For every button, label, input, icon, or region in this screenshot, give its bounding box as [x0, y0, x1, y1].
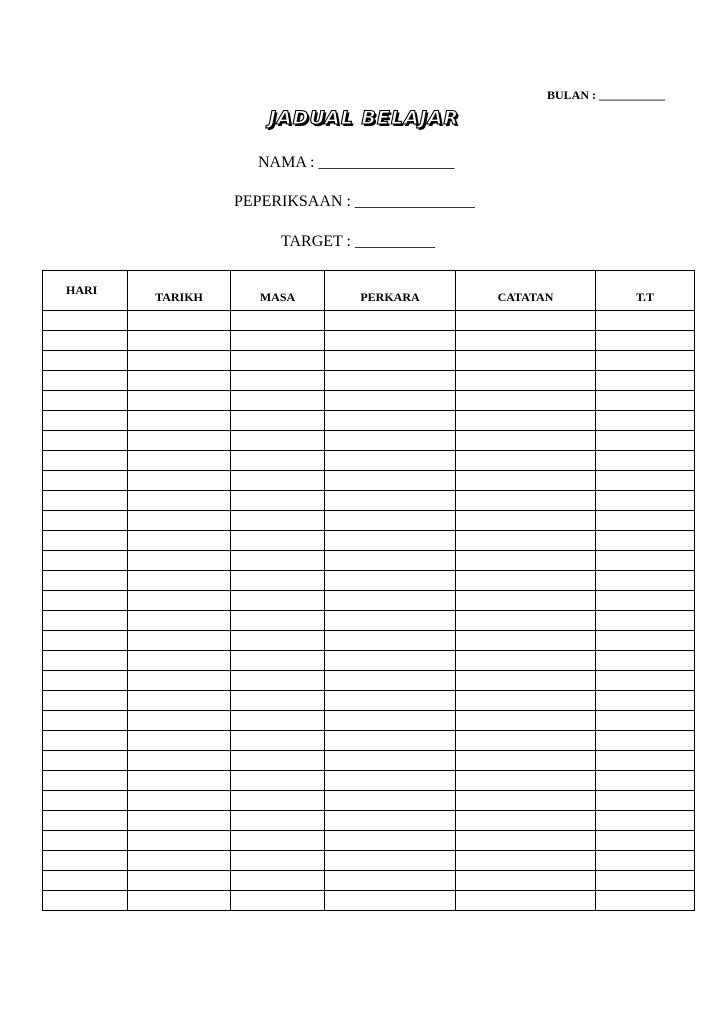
table-cell: [231, 831, 325, 851]
table-cell: [596, 371, 695, 391]
table-row: [43, 511, 695, 531]
table-cell: [231, 731, 325, 751]
table-cell: [231, 631, 325, 651]
table-row: [43, 851, 695, 871]
table-cell: [43, 811, 128, 831]
table-row: [43, 451, 695, 471]
table-cell: [325, 691, 456, 711]
table-cell: [128, 691, 231, 711]
table-cell: [596, 471, 695, 491]
table-cell: [325, 571, 456, 591]
table-cell: [43, 891, 128, 911]
table-cell: [231, 311, 325, 331]
table-cell: [325, 871, 456, 891]
table-cell: [596, 431, 695, 451]
table-cell: [596, 491, 695, 511]
table-cell: [231, 391, 325, 411]
table-cell: [596, 831, 695, 851]
table-row: [43, 671, 695, 691]
table-cell: [456, 751, 596, 771]
table-cell: [456, 891, 596, 911]
table-cell: [325, 371, 456, 391]
column-header-hari: HARI: [43, 271, 128, 311]
table-cell: [231, 711, 325, 731]
table-cell: [596, 731, 695, 751]
table-row: [43, 791, 695, 811]
table-cell: [231, 811, 325, 831]
table-cell: [596, 651, 695, 671]
table-cell: [128, 411, 231, 431]
table-cell: [231, 531, 325, 551]
table-cell: [596, 611, 695, 631]
table-cell: [325, 351, 456, 371]
table-cell: [325, 791, 456, 811]
table-cell: [128, 591, 231, 611]
table-row: [43, 471, 695, 491]
table-cell: [43, 571, 128, 591]
table-cell: [596, 511, 695, 531]
table-cell: [325, 591, 456, 611]
table-cell: [128, 391, 231, 411]
table-cell: [596, 391, 695, 411]
table-cell: [43, 771, 128, 791]
table-row: [43, 551, 695, 571]
table-cell: [231, 591, 325, 611]
table-row: [43, 731, 695, 751]
table-cell: [128, 491, 231, 511]
peperiksaan-field: PEPERIKSAAN : _______________: [234, 193, 475, 210]
table-cell: [456, 731, 596, 751]
table-body: [43, 311, 695, 911]
table-row: [43, 771, 695, 791]
table-row: [43, 531, 695, 551]
table-cell: [128, 611, 231, 631]
table-cell: [128, 891, 231, 911]
table-cell: [128, 731, 231, 751]
table-cell: [456, 571, 596, 591]
table-cell: [231, 691, 325, 711]
table-cell: [596, 711, 695, 731]
table-cell: [456, 311, 596, 331]
table-cell: [325, 551, 456, 571]
table-cell: [325, 451, 456, 471]
table-cell: [128, 651, 231, 671]
table-cell: [596, 691, 695, 711]
table-row: [43, 491, 695, 511]
table-cell: [43, 531, 128, 551]
table-cell: [325, 671, 456, 691]
table-cell: [231, 551, 325, 571]
table-cell: [128, 471, 231, 491]
table-cell: [128, 711, 231, 731]
table-cell: [456, 371, 596, 391]
table-row: [43, 591, 695, 611]
table-cell: [231, 431, 325, 451]
table-row: [43, 751, 695, 771]
table-cell: [325, 391, 456, 411]
table-cell: [128, 431, 231, 451]
table-cell: [43, 591, 128, 611]
table-cell: [456, 491, 596, 511]
table-row: [43, 651, 695, 671]
table-cell: [231, 331, 325, 351]
column-header-tarikh: TARIKH: [128, 271, 231, 311]
table-cell: [128, 531, 231, 551]
table-cell: [456, 411, 596, 431]
table-cell: [128, 671, 231, 691]
table-cell: [231, 571, 325, 591]
table-header-row: [43, 271, 695, 311]
table-cell: [43, 351, 128, 371]
table-row: [43, 371, 695, 391]
table-cell: [231, 611, 325, 631]
table-cell: [456, 591, 596, 611]
table-row: [43, 631, 695, 651]
table-cell: [456, 831, 596, 851]
table-cell: [456, 851, 596, 871]
table-cell: [231, 771, 325, 791]
table-cell: [596, 751, 695, 771]
column-header-perkara: PERKARA: [325, 271, 456, 311]
table-cell: [456, 671, 596, 691]
table-cell: [456, 331, 596, 351]
table-cell: [128, 871, 231, 891]
table-cell: [43, 511, 128, 531]
table-cell: [43, 491, 128, 511]
table-cell: [43, 651, 128, 671]
table-cell: [231, 451, 325, 471]
table-cell: [128, 771, 231, 791]
table-cell: [456, 551, 596, 571]
table-row: [43, 391, 695, 411]
table-cell: [231, 371, 325, 391]
page-title-container: [0, 107, 728, 129]
table-cell: [596, 891, 695, 911]
table-cell: [43, 711, 128, 731]
table-row: [43, 411, 695, 431]
table-row: [43, 431, 695, 451]
table-cell: [596, 811, 695, 831]
table-cell: [325, 531, 456, 551]
table-cell: [128, 791, 231, 811]
table-cell: [231, 651, 325, 671]
table-cell: [43, 551, 128, 571]
table-cell: [596, 871, 695, 891]
table-cell: [43, 391, 128, 411]
table-cell: [325, 771, 456, 791]
table-cell: [325, 311, 456, 331]
table-cell: [231, 791, 325, 811]
table-cell: [596, 771, 695, 791]
table-cell: [43, 471, 128, 491]
table-cell: [456, 691, 596, 711]
table-cell: [43, 831, 128, 851]
table-cell: [231, 471, 325, 491]
table-cell: [596, 331, 695, 351]
table-cell: [325, 651, 456, 671]
table-cell: [128, 571, 231, 591]
table-cell: [596, 311, 695, 331]
table-cell: [43, 631, 128, 651]
table-row: [43, 311, 695, 331]
table-row: [43, 811, 695, 831]
table-cell: [456, 351, 596, 371]
table-row: [43, 351, 695, 371]
table-cell: [231, 871, 325, 891]
column-header-catatan: CATATAN: [456, 271, 596, 311]
table-cell: [456, 511, 596, 531]
table-cell: [325, 471, 456, 491]
table-cell: [128, 751, 231, 771]
table-cell: [456, 631, 596, 651]
table-row: [43, 331, 695, 351]
table-cell: [231, 671, 325, 691]
table-cell: [456, 811, 596, 831]
table-cell: [128, 511, 231, 531]
table-cell: [43, 751, 128, 771]
table-cell: [456, 391, 596, 411]
table-cell: [43, 431, 128, 451]
table-cell: [325, 611, 456, 631]
bulan-field: BULAN : ___________: [547, 88, 666, 102]
table-cell: [128, 631, 231, 651]
table-cell: [325, 511, 456, 531]
table-cell: [596, 451, 695, 471]
table-cell: [43, 731, 128, 751]
table-cell: [231, 351, 325, 371]
table-row: [43, 831, 695, 851]
table-cell: [456, 531, 596, 551]
table-cell: [128, 551, 231, 571]
table-cell: [128, 331, 231, 351]
table-cell: [325, 751, 456, 771]
table-cell: [231, 491, 325, 511]
table-row: [43, 891, 695, 911]
table-cell: [456, 451, 596, 471]
table-cell: [43, 671, 128, 691]
table-cell: [596, 631, 695, 651]
table-row: [43, 871, 695, 891]
table-cell: [128, 371, 231, 391]
table-cell: [596, 351, 695, 371]
table-cell: [325, 631, 456, 651]
table-cell: [325, 731, 456, 751]
table-cell: [231, 411, 325, 431]
table-cell: [596, 591, 695, 611]
table-cell: [596, 851, 695, 871]
table-cell: [596, 551, 695, 571]
table-cell: [456, 791, 596, 811]
table-cell: [43, 791, 128, 811]
table-cell: [128, 311, 231, 331]
table-cell: [325, 491, 456, 511]
table-cell: [231, 511, 325, 531]
table-cell: [456, 711, 596, 731]
table-cell: [325, 411, 456, 431]
table-cell: [128, 451, 231, 471]
table-cell: [596, 411, 695, 431]
table-cell: [325, 811, 456, 831]
table-cell: [231, 751, 325, 771]
table-cell: [325, 331, 456, 351]
schedule-table-container: [42, 270, 694, 911]
table-cell: [325, 831, 456, 851]
column-header-tt: T.T: [596, 271, 695, 311]
column-header-masa: MASA: [231, 271, 325, 311]
table-cell: [43, 611, 128, 631]
table-cell: [43, 311, 128, 331]
table-cell: [456, 771, 596, 791]
table-cell: [43, 451, 128, 471]
table-cell: [325, 711, 456, 731]
table-row: [43, 691, 695, 711]
table-cell: [596, 531, 695, 551]
target-field: TARGET : __________: [281, 233, 435, 250]
table-row: [43, 571, 695, 591]
page-title: JADUAL BELAJAR: [268, 107, 460, 129]
table-cell: [43, 371, 128, 391]
table-cell: [128, 811, 231, 831]
table-cell: [456, 871, 596, 891]
table-cell: [325, 851, 456, 871]
table-cell: [231, 851, 325, 871]
table-row: [43, 611, 695, 631]
table-cell: [456, 651, 596, 671]
table-cell: [456, 431, 596, 451]
table-cell: [43, 411, 128, 431]
schedule-table: [42, 270, 695, 911]
table-cell: [128, 831, 231, 851]
table-cell: [596, 571, 695, 591]
table-row: [43, 711, 695, 731]
table-cell: [43, 331, 128, 351]
table-cell: [596, 671, 695, 691]
table-cell: [128, 851, 231, 871]
table-cell: [43, 851, 128, 871]
table-cell: [596, 791, 695, 811]
table-cell: [325, 891, 456, 911]
table-cell: [128, 351, 231, 371]
table-cell: [43, 691, 128, 711]
table-cell: [231, 891, 325, 911]
table-cell: [43, 871, 128, 891]
table-cell: [456, 471, 596, 491]
nama-field: NAMA : _________________: [258, 154, 455, 171]
table-cell: [325, 431, 456, 451]
table-cell: [456, 611, 596, 631]
